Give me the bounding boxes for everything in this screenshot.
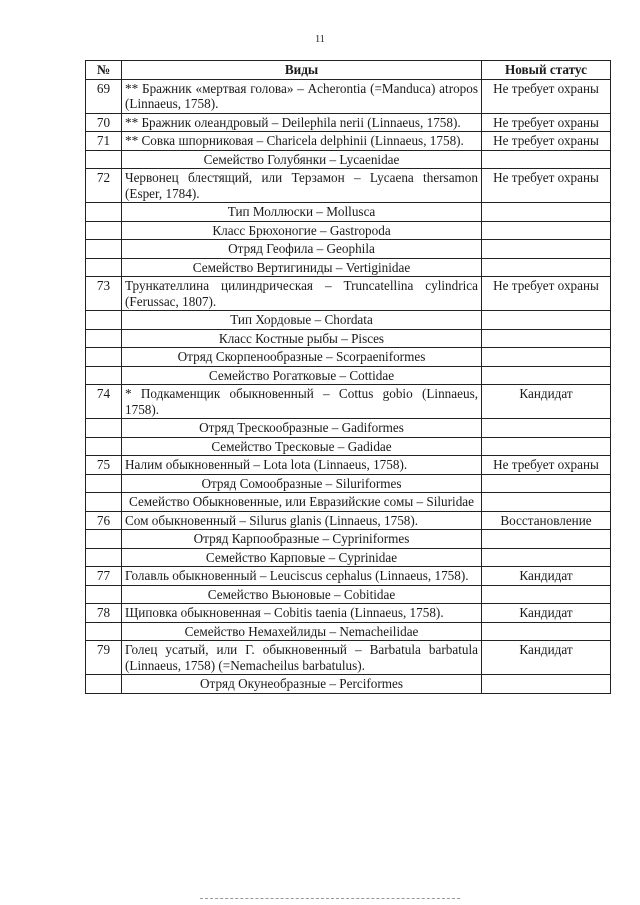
species-number: 79 [86,641,122,675]
taxon-group-label: Отряд Сомообразные – Siluriformes [122,474,482,493]
species-row [86,385,611,419]
empty-cell [482,419,611,438]
empty-cell [86,311,122,330]
species-row [86,113,611,132]
taxon-group-label: Семейство Вертигиниды – Vertiginidae [122,258,482,277]
taxon-group-label: Класс Костные рыбы – Pisces [122,329,482,348]
species-table [85,60,611,694]
taxon-group-row [86,474,611,493]
species-row [86,79,611,113]
taxon-group-row [86,240,611,259]
species-number: 69 [86,79,122,113]
taxon-group-row [86,221,611,240]
taxon-group-label: Семейство Карповые – Cyprinidae [122,548,482,567]
species-number: 74 [86,385,122,419]
empty-cell [86,675,122,694]
empty-cell [482,366,611,385]
taxon-group-label: Отряд Карпообразные – Cypriniformes [122,530,482,549]
table-header-row [86,61,611,80]
species-name: ** Совка шпорниковая – Charicela delphinii (Linnaeus, 1758). [122,132,482,151]
taxon-group-row [86,622,611,641]
species-row [86,567,611,586]
header-number: № [86,61,122,80]
taxon-group-label: Отряд Геофила – Geophila [122,240,482,259]
empty-cell [482,221,611,240]
empty-cell [482,329,611,348]
species-status: Не требует охраны [482,277,611,311]
species-name: * Подкаменщик обыкновенный – Cottus gobio (Linnaeus, 1758). [122,385,482,419]
taxon-group-row [86,419,611,438]
species-status: Кандидат [482,385,611,419]
species-name: Голец усатый, или Г. обыкновенный – Barbatula barbatula (Linnaeus, 1758) (=Nemacheilus barbatulus). [122,641,482,675]
taxon-group-label: Семейство Тресковые – Gadidae [122,437,482,456]
empty-cell [86,150,122,169]
species-status: Кандидат [482,641,611,675]
species-row [86,641,611,675]
species-row [86,277,611,311]
taxon-group-label: Класс Брюхоногие – Gastropoda [122,221,482,240]
empty-cell [86,348,122,367]
taxon-group-row [86,530,611,549]
species-number: 76 [86,511,122,530]
empty-cell [86,437,122,456]
taxon-group-row [86,437,611,456]
species-status: Не требует охраны [482,169,611,203]
species-number: 70 [86,113,122,132]
header-species: Виды [122,61,482,80]
taxon-group-label: Семейство Обыкновенные, или Евразийские сомы – Siluridae [122,493,482,512]
empty-cell [482,203,611,222]
footer-divider [200,898,460,899]
species-status: Не требует охраны [482,132,611,151]
taxon-group-row [86,203,611,222]
empty-cell [86,221,122,240]
species-row [86,456,611,475]
empty-cell [86,240,122,259]
page-number: 11 [315,34,325,45]
species-number: 78 [86,604,122,623]
empty-cell [482,474,611,493]
species-number: 75 [86,456,122,475]
empty-cell [482,530,611,549]
species-row [86,169,611,203]
species-name: Сом обыкновенный – Silurus glanis (Linnaeus, 1758). [122,511,482,530]
empty-cell [86,530,122,549]
species-status: Восстановление [482,511,611,530]
empty-cell [482,622,611,641]
taxon-group-label: Тип Хордовые – Chordata [122,311,482,330]
taxon-group-label: Отряд Трескообразные – Gadiformes [122,419,482,438]
species-name: Червонец блестящий, или Терзамон – Lycaena thersamon (Esper, 1784). [122,169,482,203]
empty-cell [86,419,122,438]
taxon-group-label: Семейство Немахейлиды – Nemacheilidae [122,622,482,641]
species-status: Не требует охраны [482,79,611,113]
species-number: 72 [86,169,122,203]
taxon-group-row [86,548,611,567]
empty-cell [86,258,122,277]
taxon-group-label: Тип Моллюски – Mollusca [122,203,482,222]
taxon-group-row [86,493,611,512]
species-number: 73 [86,277,122,311]
empty-cell [482,150,611,169]
empty-cell [86,366,122,385]
empty-cell [482,240,611,259]
species-status: Не требует охраны [482,113,611,132]
empty-cell [482,437,611,456]
taxon-group-label: Семейство Голубянки – Lycaenidae [122,150,482,169]
taxon-group-row [86,585,611,604]
taxon-group-row [86,311,611,330]
empty-cell [86,585,122,604]
empty-cell [86,493,122,512]
species-number: 71 [86,132,122,151]
empty-cell [482,311,611,330]
empty-cell [86,329,122,348]
taxon-group-row [86,675,611,694]
taxon-group-label: Семейство Вьюновые – Cobitidae [122,585,482,604]
taxon-group-row [86,258,611,277]
header-status: Новый статус [482,61,611,80]
species-name: Налим обыкновенный – Lota lota (Linnaeus, 1758). [122,456,482,475]
species-row [86,511,611,530]
species-row [86,604,611,623]
species-status: Не требует охраны [482,456,611,475]
empty-cell [482,548,611,567]
empty-cell [482,258,611,277]
taxon-group-label: Отряд Окунеобразные – Perciformes [122,675,482,694]
species-status: Кандидат [482,567,611,586]
species-row [86,132,611,151]
taxon-group-row [86,329,611,348]
empty-cell [86,203,122,222]
empty-cell [482,675,611,694]
empty-cell [86,622,122,641]
species-status: Кандидат [482,604,611,623]
empty-cell [482,585,611,604]
taxon-group-row [86,366,611,385]
empty-cell [482,493,611,512]
species-name: Трункателлина цилиндрическая – Truncatellina cylindrica (Ferussac, 1807). [122,277,482,311]
species-name: ** Бражник олеандровый – Deilephila nerii (Linnaeus, 1758). [122,113,482,132]
empty-cell [86,548,122,567]
empty-cell [482,348,611,367]
species-name: Щиповка обыкновенная – Cobitis taenia (Linnaeus, 1758). [122,604,482,623]
taxon-group-label: Семейство Рогатковые – Cottidae [122,366,482,385]
taxon-group-row [86,150,611,169]
empty-cell [86,474,122,493]
taxon-group-label: Отряд Скорпенообразные – Scorpaeniformes [122,348,482,367]
species-name: Голавль обыкновенный – Leuciscus cephalus (Linnaeus, 1758). [122,567,482,586]
taxon-group-row [86,348,611,367]
species-name: ** Бражник «мертвая голова» – Acherontia (=Manduca) atropos (Linnaeus, 1758). [122,79,482,113]
species-number: 77 [86,567,122,586]
